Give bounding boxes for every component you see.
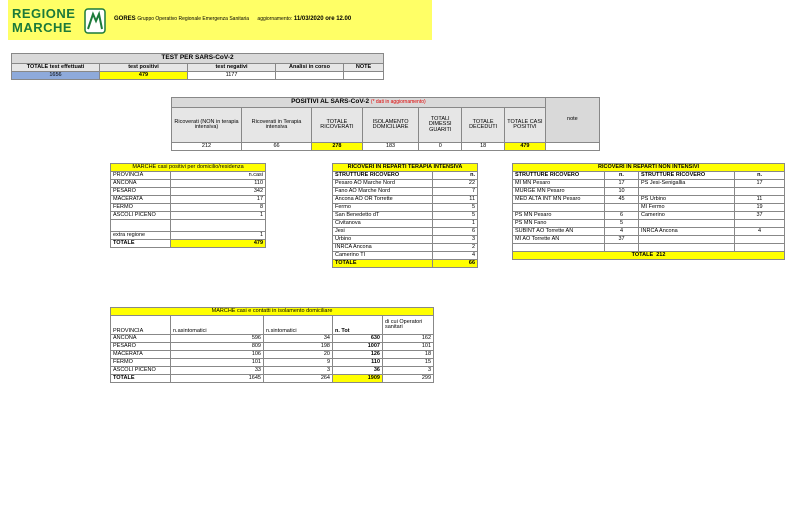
non-intensivi-header-strutture-2: STRUTTURE RICOVERO	[639, 172, 735, 180]
iso-total-asintomatici: 1645	[171, 375, 264, 383]
update-value: 11/03/2020 ore 12.00	[293, 16, 352, 22]
positivi-title-note: (* dati in aggiornamento)	[370, 99, 426, 106]
isolamento-header-asintomatici: n.asintomatici	[171, 316, 264, 335]
table-row	[513, 196, 785, 204]
domicilio-provincia: ASCOLI PICENO	[111, 212, 171, 220]
intensiva-struttura: Camerino TI	[333, 252, 433, 260]
positivi-table	[171, 97, 600, 151]
domicilio-header-provincia: PROVINCIA	[111, 172, 171, 180]
intensiva-n: 7	[433, 188, 478, 196]
table-row	[333, 180, 478, 188]
positivi-header-ti	[242, 108, 312, 143]
iso-sintomatici: 20	[264, 351, 333, 359]
positivi-value-ricoverati: 212	[172, 143, 242, 151]
iso-asintomatici: 809	[171, 343, 264, 351]
positivi-header-ti-text: Ricoverati in Terapia intensiva	[251, 118, 302, 130]
ni-struttura-1	[513, 204, 605, 212]
iso-tot: 126	[333, 351, 383, 359]
ni-n-1: 17	[605, 180, 639, 188]
domicilio-provincia: PESARO	[111, 188, 171, 196]
domicilio-table	[110, 163, 266, 248]
domicilio-ncasi: 1	[171, 212, 266, 220]
intensiva-n: 1	[433, 220, 478, 228]
domicilio-provincia: extra regione	[111, 232, 171, 240]
test-table-title: TEST PER SARS-CoV-2	[12, 54, 384, 64]
domicilio-ncasi: 110	[171, 180, 266, 188]
ni-struttura-2	[639, 220, 735, 228]
domicilio-ncasi: 342	[171, 188, 266, 196]
non-intensivi-title: RICOVERI IN REPARTI NON INTENSIVI	[513, 164, 785, 172]
iso-total-tot: 1909	[333, 375, 383, 383]
iso-provincia: ASCOLI PICENO	[111, 367, 171, 375]
iso-operatori: 101	[383, 343, 434, 351]
table-row	[111, 188, 266, 196]
iso-asintomatici: 596	[171, 335, 264, 343]
table-row	[333, 228, 478, 236]
test-value-note	[344, 72, 384, 80]
positivi-value-note	[545, 143, 599, 151]
intensiva-struttura: Fermo	[333, 204, 433, 212]
iso-tot: 1007	[333, 343, 383, 351]
intensiva-n: 3	[433, 236, 478, 244]
table-row	[111, 335, 434, 343]
test-table	[11, 53, 384, 80]
ni-n-2: 37	[735, 212, 785, 220]
positivi-value-tot-casi: 479	[505, 143, 546, 151]
domicilio-total-value: 479	[171, 240, 266, 248]
table-row	[111, 232, 266, 240]
intensiva-n: 11	[433, 196, 478, 204]
intensiva-n: 22	[433, 180, 478, 188]
positivi-header-deceduti-text: TOTALE DECEDUTI	[469, 118, 498, 130]
test-value-negativi: 1177	[188, 72, 276, 80]
intensiva-header-strutture: STRUTTURE RICOVERO	[333, 172, 433, 180]
iso-provincia: PESARO	[111, 343, 171, 351]
domicilio-ncasi: 17	[171, 196, 266, 204]
intensiva-header-n: n.	[433, 172, 478, 180]
table-row	[333, 196, 478, 204]
table-row	[333, 204, 478, 212]
ni-n-1: 4	[605, 228, 639, 236]
intensiva-struttura: Urbino	[333, 236, 433, 244]
iso-sintomatici: 34	[264, 335, 333, 343]
isolamento-table	[110, 307, 434, 383]
ni-struttura-1: MI MN Pesaro	[513, 180, 605, 188]
isolamento-header-sintomatici: n.sintomatici	[264, 316, 333, 335]
isolamento-title: MARCHE casi e contatti in isolamento domiciliare	[111, 308, 434, 316]
gores-line	[114, 16, 351, 22]
positivi-header-dimessi	[419, 108, 462, 143]
ni-struttura-2: MI Fermo	[639, 204, 735, 212]
domicilio-ncasi	[171, 220, 266, 232]
intensiva-struttura: Pesaro AO Marche Nord	[333, 180, 433, 188]
iso-operatori: 162	[383, 335, 434, 343]
positivi-value-tot-ricoverati: 278	[312, 143, 363, 151]
non-intensivi-total-cell	[513, 252, 785, 260]
iso-provincia: MACERATA	[111, 351, 171, 359]
gores-label: GORES	[114, 16, 136, 22]
test-value-total: 1656	[12, 72, 100, 80]
ni-struttura-1: PS MN Pesaro	[513, 212, 605, 220]
test-value-positivi: 479	[100, 72, 188, 80]
ni-struttura-2: PS Urbino	[639, 196, 735, 204]
ni-struttura-1	[513, 244, 605, 252]
ni-n-1: 5	[605, 220, 639, 228]
positivi-header-tot-ricoverati	[312, 108, 363, 143]
ni-n-2: 17	[735, 180, 785, 188]
iso-total-operatori: 299	[383, 375, 434, 383]
test-header-note: NOTE	[344, 64, 384, 72]
intensiva-struttura: INRCA Ancona	[333, 244, 433, 252]
logo-emblem-icon	[84, 8, 106, 34]
positivi-header-tot-ricoverati-text: TOTALE RICOVERATI	[320, 118, 354, 130]
ni-struttura-1: MI AO Torrette AN	[513, 236, 605, 244]
iso-operatori: 15	[383, 359, 434, 367]
table-row	[513, 204, 785, 212]
iso-provincia: ANCONA	[111, 335, 171, 343]
table-row	[111, 196, 266, 204]
domicilio-ncasi: 8	[171, 204, 266, 212]
table-row	[111, 212, 266, 220]
table-row	[513, 180, 785, 188]
positivi-header-isolamento-text: ISOLAMENTO DOMICILIARE	[372, 118, 409, 130]
table-row	[333, 220, 478, 228]
iso-total-label: TOTALE	[111, 375, 171, 383]
iso-operatori: 3	[383, 367, 434, 375]
intensiva-total-label: TOTALE	[333, 260, 433, 268]
intensiva-struttura: Civitanova	[333, 220, 433, 228]
ni-struttura-2: PS Jesi-Senigallia	[639, 180, 735, 188]
ni-struttura-1: MED ALTA INT MN Pesaro	[513, 196, 605, 204]
intensiva-n: 5	[433, 204, 478, 212]
ni-n-1: 10	[605, 188, 639, 196]
iso-tot: 630	[333, 335, 383, 343]
ni-n-1: 6	[605, 212, 639, 220]
iso-asintomatici: 106	[171, 351, 264, 359]
non-intensivi-total-value: 212	[656, 251, 666, 258]
logo	[12, 6, 110, 36]
ni-n-2	[735, 220, 785, 228]
table-row	[513, 220, 785, 228]
iso-asintomatici: 101	[171, 359, 264, 367]
ni-n-1	[605, 204, 639, 212]
intensiva-n: 4	[433, 252, 478, 260]
test-header-total: TOTALE test effettuati	[12, 64, 100, 72]
iso-sintomatici: 3	[264, 367, 333, 375]
domicilio-provincia: ANCONA	[111, 180, 171, 188]
table-row	[513, 188, 785, 196]
update-label: aggiornamento:	[257, 16, 293, 22]
ni-n-2: 4	[735, 228, 785, 236]
ni-struttura-2: Camerino	[639, 212, 735, 220]
positivi-value-ti: 66	[242, 143, 312, 151]
non-intensivi-header-n-2: n.	[735, 172, 785, 180]
iso-tot: 110	[333, 359, 383, 367]
non-intensivi-header-n-1: n.	[605, 172, 639, 180]
positivi-header-tot-casi-text: TOTALE CASI POSITIVI	[507, 118, 543, 130]
table-row	[111, 220, 266, 232]
positivi-title-cell	[172, 98, 546, 108]
positivi-header-ricoverati	[172, 108, 242, 143]
positivi-value-isolamento: 183	[362, 143, 418, 151]
gores-subtitle: Gruppo Operativo Regionale Emergenza Sanitaria	[137, 16, 250, 22]
table-row	[513, 228, 785, 236]
positivi-header-ricoverati-text: Ricoverati (NON in terapia intensiva)	[174, 118, 239, 130]
intensiva-struttura: San Benedetto dT	[333, 212, 433, 220]
test-header-analisi: Analisi in corso	[276, 64, 344, 72]
iso-asintomatici: 33	[171, 367, 264, 375]
table-row	[111, 204, 266, 212]
non-intensivi-header-strutture-1: STRUTTURE RICOVERO	[513, 172, 605, 180]
table-row	[111, 351, 434, 359]
table-row	[333, 188, 478, 196]
ni-struttura-2	[639, 188, 735, 196]
table-row	[111, 367, 434, 375]
intensiva-title: RICOVERI IN REPARTI TERAPIA INTENSIVA	[333, 164, 478, 172]
ni-struttura-2: INRCA Ancona	[639, 228, 735, 236]
test-header-negativi: test negativi	[188, 64, 276, 72]
ni-n-2	[735, 236, 785, 244]
table-row	[333, 212, 478, 220]
domicilio-provincia: FERMO	[111, 204, 171, 212]
table-row	[111, 359, 434, 367]
ni-n-1: 45	[605, 196, 639, 204]
positivi-title: POSITIVI AL SARS-CoV-2	[291, 98, 370, 106]
positivi-header-note: note	[545, 98, 599, 143]
intensiva-total-value: 66	[433, 260, 478, 268]
intensiva-n: 6	[433, 228, 478, 236]
table-row	[513, 236, 785, 244]
ni-struttura-2	[639, 236, 735, 244]
positivi-header-tot-casi	[505, 108, 546, 143]
test-value-analisi	[276, 72, 344, 80]
positivi-header-isolamento	[362, 108, 418, 143]
test-header-positivi: test positivi	[100, 64, 188, 72]
domicilio-ncasi: 1	[171, 232, 266, 240]
ni-struttura-1: PS MN Fano	[513, 220, 605, 228]
isolamento-header-operatori-text: di cui Operatori sanitari	[385, 318, 423, 330]
domicilio-total-label: TOTALE	[111, 240, 171, 248]
positivi-header-dimessi-text: TOTALI DIMESSI GUARITI	[428, 115, 452, 133]
ni-n-2	[735, 244, 785, 252]
non-intensivi-total-label: TOTALE	[631, 251, 654, 258]
positivi-value-dimessi: 0	[419, 143, 462, 151]
ni-n-2: 19	[735, 204, 785, 212]
non-intensivi-table	[512, 163, 785, 260]
domicilio-header-ncasi: n.casi	[171, 172, 266, 180]
table-row	[111, 343, 434, 351]
logo-line2: MARCHE	[12, 20, 73, 35]
table-row	[513, 212, 785, 220]
iso-provincia: FERMO	[111, 359, 171, 367]
intensiva-n: 2	[433, 244, 478, 252]
table-row	[333, 236, 478, 244]
ni-n-2: 11	[735, 196, 785, 204]
intensiva-n: 5	[433, 212, 478, 220]
positivi-header-deceduti	[462, 108, 505, 143]
iso-sintomatici: 198	[264, 343, 333, 351]
isolamento-header-provincia: PROVINCIA	[111, 316, 171, 335]
domicilio-provincia: MACERATA	[111, 196, 171, 204]
intensiva-struttura: Jesi	[333, 228, 433, 236]
intensiva-table	[332, 163, 478, 268]
intensiva-struttura: Ancona AO OR Torrette	[333, 196, 433, 204]
iso-total-sintomatici: 264	[264, 375, 333, 383]
iso-tot: 36	[333, 367, 383, 375]
domicilio-provincia	[111, 220, 171, 232]
ni-struttura-1: SUBINT AO Torrette AN	[513, 228, 605, 236]
ni-struttura-1: MURGE MN Pesaro	[513, 188, 605, 196]
isolamento-header-tot: n. Tot	[333, 316, 383, 335]
iso-sintomatici: 9	[264, 359, 333, 367]
table-row	[333, 244, 478, 252]
ni-struttura-2	[639, 244, 735, 252]
domicilio-title: MARCHE casi positivi per domicilio/residenza	[111, 164, 266, 172]
ni-n-1: 37	[605, 236, 639, 244]
iso-operatori: 18	[383, 351, 434, 359]
intensiva-struttura: Fano AO Marche Nord	[333, 188, 433, 196]
table-row	[333, 252, 478, 260]
logo-line1: REGIONE	[12, 6, 76, 21]
ni-n-2	[735, 188, 785, 196]
isolamento-header-operatori	[383, 316, 434, 335]
table-row	[111, 180, 266, 188]
positivi-value-deceduti: 18	[462, 143, 505, 151]
table-row	[513, 244, 785, 252]
ni-n-1	[605, 244, 639, 252]
